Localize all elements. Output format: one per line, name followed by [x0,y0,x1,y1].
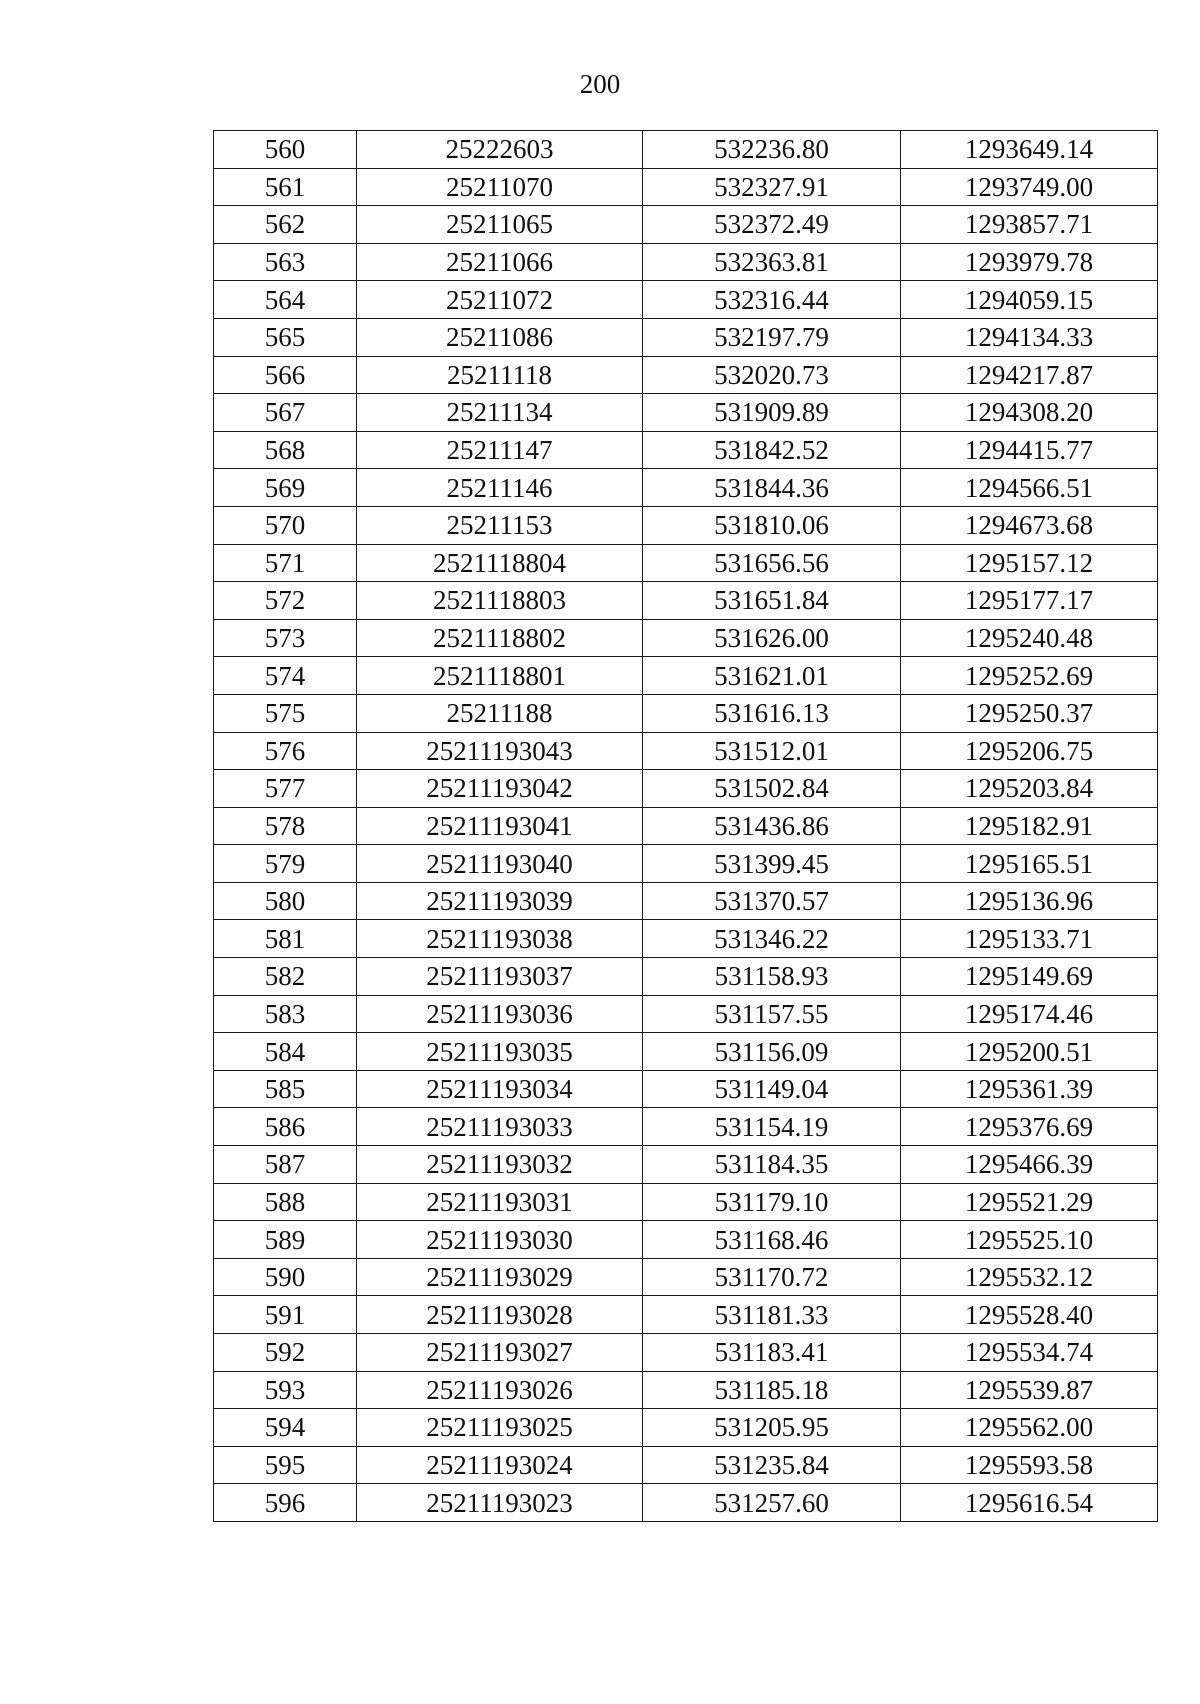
table-row [214,1409,1158,1447]
x-coordinate-cell: 531157.55 [643,995,901,1033]
point-number-cell: 595 [214,1446,357,1484]
y-coordinate-cell: 1295539.87 [901,1371,1158,1409]
x-coordinate-cell: 532363.81 [643,243,901,281]
point-number-cell: 580 [214,882,357,920]
point-number-cell: 565 [214,318,357,356]
coordinate-table [213,130,1158,1522]
table-row [214,770,1158,808]
point-id-cell: 25211193027 [357,1334,643,1372]
y-coordinate-cell: 1295361.39 [901,1070,1158,1108]
point-id-cell: 25211065 [357,206,643,244]
x-coordinate-cell: 531502.84 [643,770,901,808]
point-id-cell: 25211066 [357,243,643,281]
x-coordinate-cell: 532236.80 [643,131,901,169]
point-number-cell: 578 [214,807,357,845]
y-coordinate-cell: 1294308.20 [901,394,1158,432]
point-id-cell: 25211193043 [357,732,643,770]
table-row [214,1033,1158,1071]
y-coordinate-cell: 1295532.12 [901,1258,1158,1296]
x-coordinate-cell: 532020.73 [643,356,901,394]
point-id-cell: 25211193041 [357,807,643,845]
point-number-cell: 569 [214,469,357,507]
y-coordinate-cell: 1295177.17 [901,582,1158,620]
table-row [214,694,1158,732]
x-coordinate-cell: 531179.10 [643,1183,901,1221]
x-coordinate-cell: 531842.52 [643,431,901,469]
point-number-cell: 596 [214,1484,357,1522]
table-row [214,131,1158,169]
table-row [214,732,1158,770]
x-coordinate-cell: 531235.84 [643,1446,901,1484]
table-row [214,1334,1158,1372]
point-id-cell: 25211193040 [357,845,643,883]
table-row [214,394,1158,432]
x-coordinate-cell: 531185.18 [643,1371,901,1409]
y-coordinate-cell: 1294134.33 [901,318,1158,356]
y-coordinate-cell: 1295250.37 [901,694,1158,732]
x-coordinate-cell: 531170.72 [643,1258,901,1296]
point-number-cell: 574 [214,657,357,695]
y-coordinate-cell: 1295562.00 [901,1409,1158,1447]
point-id-cell: 25211193026 [357,1371,643,1409]
point-number-cell: 561 [214,168,357,206]
point-number-cell: 568 [214,431,357,469]
point-id-cell: 25211153 [357,506,643,544]
x-coordinate-cell: 531909.89 [643,394,901,432]
table-row [214,657,1158,695]
table-row [214,356,1158,394]
point-id-cell: 2521118803 [357,582,643,620]
point-number-cell: 572 [214,582,357,620]
table-row [214,544,1158,582]
point-number-cell: 587 [214,1146,357,1184]
point-id-cell: 25211193025 [357,1409,643,1447]
y-coordinate-cell: 1295133.71 [901,920,1158,958]
x-coordinate-cell: 531257.60 [643,1484,901,1522]
page-number: 200 [579,69,621,99]
point-number-cell: 593 [214,1371,357,1409]
x-coordinate-cell: 531156.09 [643,1033,901,1071]
y-coordinate-cell: 1295528.40 [901,1296,1158,1334]
point-number-cell: 586 [214,1108,357,1146]
table-row [214,995,1158,1033]
x-coordinate-cell: 532197.79 [643,318,901,356]
y-coordinate-cell: 1295203.84 [901,770,1158,808]
point-number-cell: 573 [214,619,357,657]
table-row [214,206,1158,244]
y-coordinate-cell: 1295616.54 [901,1484,1158,1522]
x-coordinate-cell: 532327.91 [643,168,901,206]
point-number-cell: 579 [214,845,357,883]
y-coordinate-cell: 1295525.10 [901,1221,1158,1259]
y-coordinate-cell: 1295136.96 [901,882,1158,920]
point-id-cell: 25211072 [357,281,643,319]
x-coordinate-cell: 531810.06 [643,506,901,544]
point-number-cell: 564 [214,281,357,319]
x-coordinate-cell: 532372.49 [643,206,901,244]
table-row [214,506,1158,544]
table-row [214,318,1158,356]
point-id-cell: 25211193029 [357,1258,643,1296]
point-id-cell: 25211193036 [357,995,643,1033]
point-number-cell: 566 [214,356,357,394]
y-coordinate-cell: 1293979.78 [901,243,1158,281]
table-row [214,1484,1158,1522]
y-coordinate-cell: 1295206.75 [901,732,1158,770]
y-coordinate-cell: 1295593.58 [901,1446,1158,1484]
point-id-cell: 25211193035 [357,1033,643,1071]
x-coordinate-cell: 531844.36 [643,469,901,507]
x-coordinate-cell: 531346.22 [643,920,901,958]
y-coordinate-cell: 1295200.51 [901,1033,1158,1071]
point-number-cell: 570 [214,506,357,544]
point-number-cell: 562 [214,206,357,244]
point-number-cell: 592 [214,1334,357,1372]
point-id-cell: 25211147 [357,431,643,469]
point-id-cell: 25211193039 [357,882,643,920]
table-row [214,1446,1158,1484]
table-row [214,1258,1158,1296]
x-coordinate-cell: 531399.45 [643,845,901,883]
table-row [214,1183,1158,1221]
table-row [214,1221,1158,1259]
y-coordinate-cell: 1294566.51 [901,469,1158,507]
point-id-cell: 25211193033 [357,1108,643,1146]
point-number-cell: 585 [214,1070,357,1108]
x-coordinate-cell: 531149.04 [643,1070,901,1108]
y-coordinate-cell: 1295165.51 [901,845,1158,883]
point-id-cell: 25211118 [357,356,643,394]
point-id-cell: 25211193030 [357,1221,643,1259]
x-coordinate-cell: 531616.13 [643,694,901,732]
point-id-cell: 25211070 [357,168,643,206]
y-coordinate-cell: 1295240.48 [901,619,1158,657]
y-coordinate-cell: 1293749.00 [901,168,1158,206]
table-row [214,807,1158,845]
point-number-cell: 581 [214,920,357,958]
table-row [214,1371,1158,1409]
table-row [214,1146,1158,1184]
table-row [214,281,1158,319]
y-coordinate-cell: 1294673.68 [901,506,1158,544]
point-id-cell: 25211146 [357,469,643,507]
table-row [214,168,1158,206]
table-row [214,920,1158,958]
point-id-cell: 25211193028 [357,1296,643,1334]
x-coordinate-cell: 531181.33 [643,1296,901,1334]
point-id-cell: 25211193042 [357,770,643,808]
x-coordinate-cell: 531168.46 [643,1221,901,1259]
y-coordinate-cell: 1295149.69 [901,958,1158,996]
table-row [214,619,1158,657]
point-id-cell: 25211193032 [357,1146,643,1184]
point-id-cell: 2521118804 [357,544,643,582]
x-coordinate-cell: 531205.95 [643,1409,901,1447]
point-number-cell: 591 [214,1296,357,1334]
y-coordinate-cell: 1295466.39 [901,1146,1158,1184]
point-id-cell: 25211086 [357,318,643,356]
table-row [214,243,1158,281]
table-row [214,582,1158,620]
point-id-cell: 25211193034 [357,1070,643,1108]
x-coordinate-cell: 532316.44 [643,281,901,319]
y-coordinate-cell: 1293649.14 [901,131,1158,169]
point-number-cell: 560 [214,131,357,169]
x-coordinate-cell: 531154.19 [643,1108,901,1146]
y-coordinate-cell: 1294217.87 [901,356,1158,394]
point-id-cell: 25211193031 [357,1183,643,1221]
point-number-cell: 594 [214,1409,357,1447]
point-number-cell: 563 [214,243,357,281]
point-number-cell: 576 [214,732,357,770]
point-number-cell: 575 [214,694,357,732]
y-coordinate-cell: 1295182.91 [901,807,1158,845]
point-number-cell: 583 [214,995,357,1033]
x-coordinate-cell: 531621.01 [643,657,901,695]
x-coordinate-cell: 531370.57 [643,882,901,920]
x-coordinate-cell: 531651.84 [643,582,901,620]
x-coordinate-cell: 531158.93 [643,958,901,996]
point-number-cell: 590 [214,1258,357,1296]
y-coordinate-cell: 1295157.12 [901,544,1158,582]
point-id-cell: 25211193023 [357,1484,643,1522]
y-coordinate-cell: 1293857.71 [901,206,1158,244]
point-id-cell: 25211193024 [357,1446,643,1484]
point-id-cell: 2521118801 [357,657,643,695]
point-id-cell: 2521118802 [357,619,643,657]
point-id-cell: 25211134 [357,394,643,432]
y-coordinate-cell: 1295534.74 [901,1334,1158,1372]
table-row [214,431,1158,469]
y-coordinate-cell: 1295252.69 [901,657,1158,695]
point-number-cell: 588 [214,1183,357,1221]
point-number-cell: 582 [214,958,357,996]
point-number-cell: 584 [214,1033,357,1071]
x-coordinate-cell: 531183.41 [643,1334,901,1372]
x-coordinate-cell: 531626.00 [643,619,901,657]
table-row [214,1296,1158,1334]
table-row [214,958,1158,996]
point-number-cell: 589 [214,1221,357,1259]
y-coordinate-cell: 1295521.29 [901,1183,1158,1221]
table-body [214,131,1158,1522]
x-coordinate-cell: 531512.01 [643,732,901,770]
x-coordinate-cell: 531656.56 [643,544,901,582]
y-coordinate-cell: 1295376.69 [901,1108,1158,1146]
x-coordinate-cell: 531184.35 [643,1146,901,1184]
table-row [214,1070,1158,1108]
x-coordinate-cell: 531436.86 [643,807,901,845]
point-number-cell: 567 [214,394,357,432]
point-id-cell: 25211188 [357,694,643,732]
point-number-cell: 577 [214,770,357,808]
point-id-cell: 25211193037 [357,958,643,996]
point-number-cell: 571 [214,544,357,582]
y-coordinate-cell: 1294415.77 [901,431,1158,469]
table-row [214,845,1158,883]
y-coordinate-cell: 1294059.15 [901,281,1158,319]
point-id-cell: 25211193038 [357,920,643,958]
point-id-cell: 25222603 [357,131,643,169]
table-row [214,882,1158,920]
y-coordinate-cell: 1295174.46 [901,995,1158,1033]
table-row [214,1108,1158,1146]
table-row [214,469,1158,507]
